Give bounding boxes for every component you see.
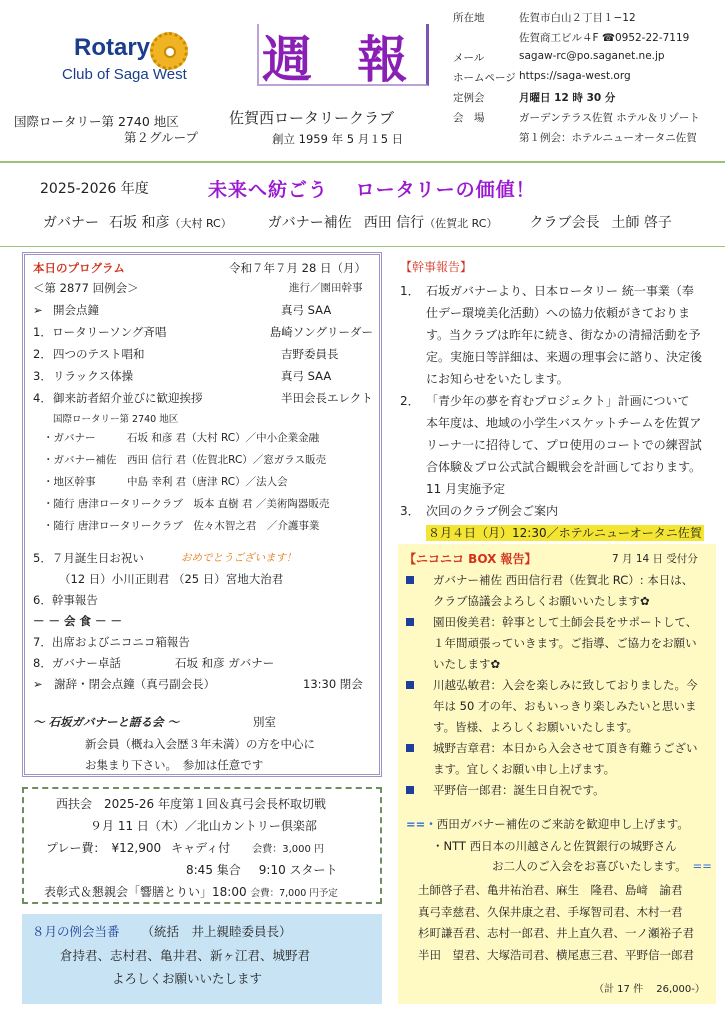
talk-room: 別室	[253, 715, 276, 729]
info-row: 定例会 月曜日 12 時 30 分	[453, 92, 616, 104]
club-name: 佐賀西ロータリークラブ	[229, 109, 395, 127]
program-date: 令和７年７月 28 日（月）	[229, 261, 366, 275]
info-row: 第１例会：ホテルニューオータニ佐賀	[519, 132, 697, 144]
rotary-logo	[62, 30, 204, 86]
niconico-entry: 川越弘敏君：入会を楽しみに致しておりました。今 年は 50 才の年、おもいっきり楽しみたいと思いま す。皆様、よろしくお願いいたします。	[406, 675, 714, 738]
secretary-report	[400, 258, 720, 541]
closing-label: ➢ 謝辞・閉会点鐘（真弓副会長）	[33, 677, 216, 691]
duty-panel	[22, 914, 382, 1004]
program-item-7: 7．出席およびニコニコ箱報告	[33, 635, 190, 649]
group-label: 第２グループ	[124, 130, 199, 145]
welcome-line-3: お二人のご入会をお喜びいたします。 ==	[492, 859, 712, 873]
birthday-label: 5．７月誕生日お祝い	[33, 551, 144, 565]
year-slogan: 未来へ紡ごう ロータリーの価値！	[208, 179, 536, 201]
rotary-wheel-icon	[150, 32, 188, 70]
niconico-panel	[398, 544, 716, 1004]
niconico-entry: 園田俊美君：幹事として土師会長をサポートして、 １年間頑張っていきます。ご指導、ご協力をお願い いたします✿	[406, 612, 714, 675]
niconico-entry: 平野信一郎君：誕生日自祝です。	[406, 780, 714, 801]
duty-heading: ８月の例会当番 （統括 井上親睦委員長）	[32, 924, 292, 939]
golf-times: 8:45 集合 9:10 スタート	[186, 863, 338, 877]
niconico-total: （計 17 件 26,000-）	[594, 984, 705, 995]
secretary-item: 3． 次回のクラブ例会ご案内	[400, 504, 559, 518]
program-item-8: 8．ガバナー卓話	[33, 656, 121, 670]
names-row: 真弓幸慈君、久保井康之君、手塚智司君、木村一君	[418, 904, 683, 919]
welcome-line-1: ==・西田ガバナー補佐のご来訪を歓迎申し上げます。	[406, 817, 689, 831]
talk-title: ～ 石坂ガバナーと語る会 ～	[33, 715, 180, 729]
birthday-note: おめでとうございます！	[181, 552, 297, 564]
program-item: 3． リラックス体操 真弓 SAA	[33, 369, 332, 383]
secretary-heading: 【幹事報告】	[400, 260, 473, 274]
visitor-list	[43, 427, 383, 537]
names-row: 杉町謙吾君、志村一郎君、井上直久君、一ノ瀬裕子君	[418, 926, 694, 940]
program-item: ➢ 開会点鐘 真弓 SAA	[33, 303, 332, 317]
golf-panel	[22, 787, 382, 904]
golf-title: 西扶会 2025-26 年度第１回＆真弓会長杯取切戦	[56, 797, 326, 811]
info-row: メール sagaw-rc@po.saganet.ne.jp	[453, 50, 665, 64]
closing-time: 13:30 閉会	[303, 677, 363, 691]
logo-word: Rotary	[74, 34, 151, 61]
program-item-8-person: 石坂 和彦 ガバナー	[175, 656, 275, 670]
header-divider	[0, 161, 725, 163]
info-row: 会 場 ガーデンテラス佐賀 ホテル＆リゾート	[453, 112, 700, 124]
program-heading: 本日のプログラム	[33, 261, 125, 275]
club-info	[453, 10, 723, 150]
fiscal-year: 2025-2026 年度	[40, 181, 149, 197]
golf-party: 表彰式＆懇親会「響膳とりい」18:00 会費：7,000 円予定	[44, 885, 338, 899]
meeting-host: 進行／園田幹事	[289, 282, 363, 294]
niconico-entry: ガバナー補佐 西田信行君（佐賀北 RC）: 本日は、 クラブ協議会よろしくお願いいたします✿	[406, 570, 714, 612]
golf-fees: プレー費： ¥12,900 キャディ付 会費：3,000 円	[46, 841, 325, 855]
visitor-item: ・随行 唐津ロータリークラブ 佐々木智之君 ／介護事業	[43, 520, 320, 532]
welcome-line-2: ・NTT 西日本の川越さんと佐賀銀行の城野さん	[432, 839, 677, 853]
program-item: 1． ロータリーソング斉唱 島崎ソングリーダー	[33, 325, 373, 339]
meal-break: － － 会 食 － －	[33, 614, 123, 628]
visitor-item: ・随行 唐津ロータリークラブ 坂本 直樹 君 ／美術陶器販売	[43, 498, 330, 510]
program-panel	[22, 252, 382, 777]
officers-line: ガバナー 石坂 和彦 （大村 RC） ガバナー補佐 西田 信行 （佐賀北 RC） クラブ会長 土師 啓子	[43, 215, 672, 231]
meeting-number: ＜第 2877 回例会＞	[33, 281, 139, 295]
newsletter-title: 週 報	[262, 30, 422, 89]
golf-date-venue: ９月 11 日（木）／北山カントリー倶楽部	[90, 819, 317, 833]
talk-line-2: お集まり下さい。 参加は任意です	[85, 758, 264, 772]
niconico-entry: 城野吉章君：本日から入会させて頂き有難うござい ます。宜しくお願い申し上げます。	[406, 738, 714, 780]
talk-line-1: 新会員（概ね入会歴３年未満）の方を中心に	[85, 737, 315, 751]
district-line: 国際ロータリー第 2740 地区	[53, 414, 179, 425]
duty-closing: よろしくお願いいたします	[112, 971, 263, 986]
birthday-names: （12 日）小川正則君 （25 日）宮地大治君	[59, 572, 284, 586]
info-row: 佐賀商工ビル４F ☎0952-22-7119	[519, 32, 690, 44]
program-items	[33, 299, 373, 409]
program-item: 2． 四つのテスト唱和 吉野委員長	[33, 347, 339, 361]
visitor-item: ・ガバナー 石坂 和彦 君（大村 RC）／中小企業金融	[43, 432, 320, 444]
secretary-item: 2． 「青少年の夢を育むプロジェクト」計画について 本年度は、地域の小学生バスケットチームを佐賀ア リーナ一に招待して、プロ使用のコートでの練習試 合体験＆プロ公式試合観戦会を計画しております。 11 月実施予定	[400, 394, 702, 496]
banner-divider	[0, 246, 725, 247]
niconico-date: 7 月 14 日 受付分	[612, 553, 698, 565]
niconico-heading: 【ニコニコ BOX 報告】	[404, 552, 537, 566]
founded-date: 創立 1959 年 5 月１5 日	[272, 132, 404, 146]
info-row: ホームページ https://saga-west.org	[453, 70, 631, 84]
secretary-item: 1． 石坂ガバナーより、日本ロータリー 統一事業（奉 仕デー環境美化活動）への協力依頼がきておりま す。当クラブは昨年に続き、街なかの清掃活動を予 定。実施日等詳細は、来週の理事会に諮り、決定後 にお知らせをいたします。	[400, 284, 703, 386]
names-row: 半田 望君、大塚浩司君、横尾恵三君、平野信一郎君	[418, 947, 694, 962]
visitor-item: ・地区幹事 中島 幸利 君（唐津 RC）／法人会	[43, 476, 288, 488]
logo-subtitle: Club of Saga West	[62, 66, 187, 83]
program-item-6: 6．幹事報告	[33, 593, 98, 607]
niconico-entries	[406, 570, 714, 801]
district-label: 国際ロータリー第 2740 地区	[14, 114, 179, 129]
info-row: 所在地 佐賀市白山２丁目１−12	[453, 12, 636, 24]
duty-members: 倉持君、志村君、亀井君、新ヶ江君、城野君	[60, 948, 311, 963]
visitor-item: ・ガバナー補佐 西田 信行 君（佐賀北RC）／窓ガラス販売	[43, 454, 326, 466]
names-row: 土師啓子君、亀井祐治君、麻生 隆君、島﨑 諭君	[418, 883, 683, 897]
program-item: 4． 御来訪者紹介並びに歓迎挨拶 半田会長エレクト	[33, 391, 373, 405]
next-meeting: ８月４日（月）12:30／ホテルニューオータニ佐賀	[428, 526, 702, 540]
contributor-names	[418, 880, 694, 966]
